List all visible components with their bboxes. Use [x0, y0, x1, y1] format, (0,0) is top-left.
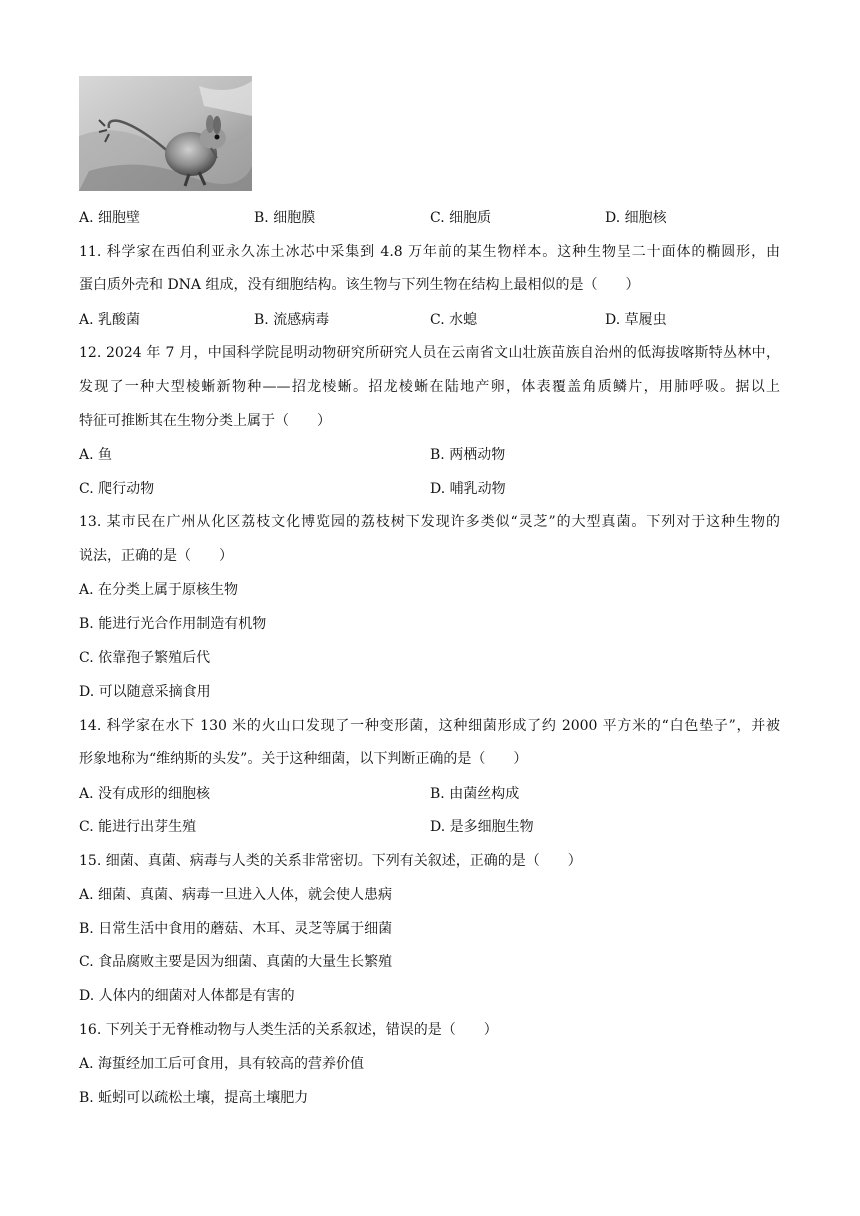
q14-stem-line-2: 形象地称为“维纳斯的头发”。关于这种细菌，以下判断正确的是（ ） [79, 751, 528, 767]
q12-stem-line-2: 发现了一种大型棱蜥新物种——招龙棱蜥。招龙棱蜥在陆地产卵，体表覆盖角质鳞片，用肺呼吸。据以上 [79, 379, 780, 395]
q11-stem-line-1: 11. 科学家在西伯利亚永久冻土冰芯中采集到 4.8 万年前的某生物样本。这种生物呈二十面体的椭圆形，由 [79, 244, 780, 260]
q15-option-d[interactable]: D. 人体内的细菌对人体都是有害的 [79, 988, 295, 1004]
q12-option-d[interactable]: D. 哺乳动物 [430, 481, 506, 497]
q13-option-c[interactable]: C. 依靠孢子繁殖后代 [79, 650, 211, 666]
q16-option-b[interactable]: B. 蚯蚓可以疏松土壤，提高土壤肥力 [79, 1090, 309, 1106]
q12-stem-line-3: 特征可推断其在生物分类上属于（ ） [79, 413, 331, 429]
q14-option-a[interactable]: A. 没有成形的细胞核 [79, 786, 211, 802]
q11-option-a[interactable]: A. 乳酸菌 [79, 312, 141, 328]
jerboa-photo [79, 76, 252, 191]
q11-option-d[interactable]: D. 草履虫 [605, 312, 667, 328]
q16-stem: 16. 下列关于无脊椎动物与人类生活的关系叙述，错误的是（ ） [79, 1022, 498, 1038]
q12-option-c[interactable]: C. 爬行动物 [79, 481, 155, 497]
q13-stem-line-2: 说法，正确的是（ ） [79, 548, 233, 564]
q13-option-d[interactable]: D. 可以随意采摘食用 [79, 684, 211, 700]
q11-option-b[interactable]: B. 流感病毒 [254, 312, 330, 328]
q14-stem-line-1: 14. 科学家在水下 130 米的火山口发现了一种变形菌，这种细菌形成了约 2000 平方米的“白色垫子”，并被 [79, 718, 780, 734]
q14-option-d[interactable]: D. 是多细胞生物 [430, 819, 534, 835]
q10-option-a[interactable]: A. 细胞壁 [79, 210, 141, 226]
q15-stem: 15. 细菌、真菌、病毒与人类的关系非常密切。下列有关叙述，正确的是（ ） [79, 853, 582, 869]
q15-option-c[interactable]: C. 食品腐败主要是因为细菌、真菌的大量生长繁殖 [79, 954, 393, 970]
q10-option-d[interactable]: D. 细胞核 [605, 210, 667, 226]
q12-option-b[interactable]: B. 两栖动物 [430, 447, 506, 463]
q14-option-c[interactable]: C. 能进行出芽生殖 [79, 819, 197, 835]
q13-option-a[interactable]: A. 在分类上属于原核生物 [79, 582, 239, 598]
q11-stem-line-2: 蛋白质外壳和 DNA 组成，没有细胞结构。该生物与下列生物在结构上最相似的是（ ） [79, 277, 640, 293]
q12-option-a[interactable]: A. 鱼 [79, 447, 113, 463]
q14-option-b[interactable]: B. 由菌丝构成 [430, 786, 520, 802]
q16-option-a[interactable]: A. 海蜇经加工后可食用，具有较高的营养价值 [79, 1056, 365, 1072]
q10-option-b[interactable]: B. 细胞膜 [254, 210, 316, 226]
q12-stem-line-1: 12. 2024 年 7 月，中国科学院昆明动物研究所研究人员在云南省文山壮族苗族自治州的低海拔喀斯特丛林中， [79, 345, 780, 361]
q11-option-c[interactable]: C. 水螅 [430, 312, 478, 328]
q13-option-b[interactable]: B. 能进行光合作用制造有机物 [79, 616, 267, 632]
q13-stem-line-1: 13. 某市民在广州从化区荔枝文化博览园的荔枝树下发现许多类似“灵芝”的大型真菌。下列对于这种生物的 [79, 514, 780, 530]
q15-option-a[interactable]: A. 细菌、真菌、病毒一旦进入人体，就会使人患病 [79, 887, 393, 903]
q10-option-c[interactable]: C. 细胞质 [430, 210, 492, 226]
q15-option-b[interactable]: B. 日常生活中食用的蘑菇、木耳、灵芝等属于细菌 [79, 921, 393, 937]
